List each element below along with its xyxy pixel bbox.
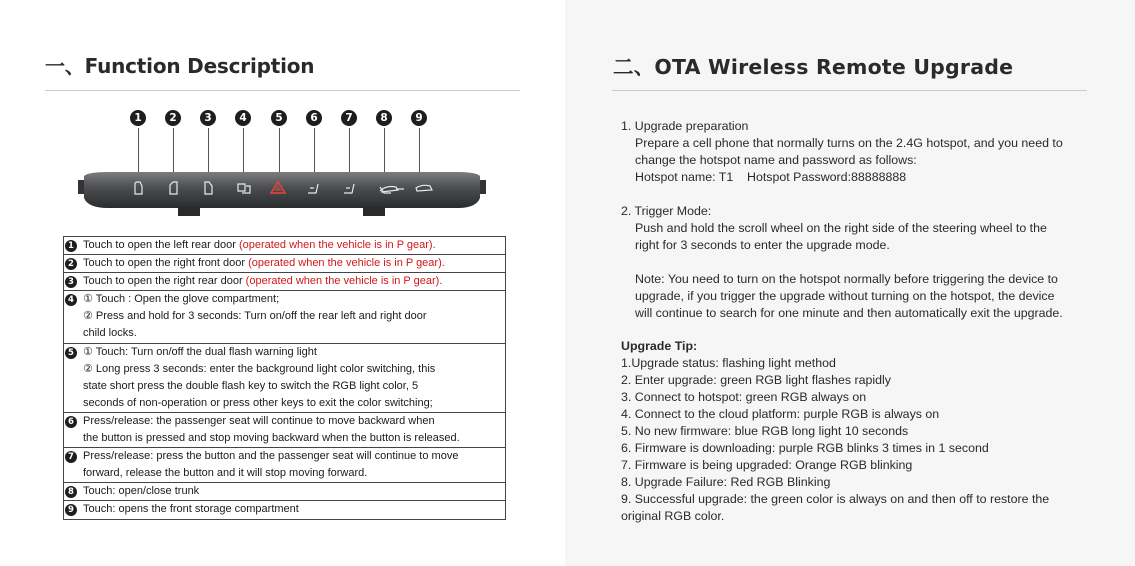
prep-line: Prepare a cell phone that normally turns on the 2.4G hotspot, and you need to	[635, 136, 1063, 150]
ota-upgrade-panel	[565, 0, 1135, 566]
note-line: will continue to search for one minute and then automatically exit the upgrade.	[635, 306, 1063, 320]
table-row	[64, 448, 506, 483]
p-gear-note: (operated when the vehicle is in P gear).	[245, 275, 443, 288]
row-number-badge: 3	[65, 276, 77, 288]
ota-heading: 二、OTA Wireless Remote Upgrade	[613, 55, 1014, 79]
row-text: Press/release: press the button and the passenger seat will continue to move	[83, 450, 459, 463]
row-text: Touch to open the right rear door	[83, 275, 246, 288]
p-gear-note: (operated when the vehicle is in P gear).	[238, 239, 436, 251]
marker-6: 6	[306, 110, 322, 126]
row-text: state short press the double flash key to switch the RGB light color, 5	[83, 379, 419, 392]
row-text: ① Touch: Turn on/off the dual flash warning light	[83, 345, 317, 358]
ota-instructions	[621, 118, 1091, 339]
device-body	[84, 172, 480, 208]
marker-8: 8	[376, 110, 392, 126]
row-text: seconds of non-operation or press other keys to exit the color switching;	[83, 396, 433, 409]
p-gear-note: (operated when the vehicle is in P gear).	[248, 257, 445, 270]
bottom-tab-right	[363, 207, 385, 216]
tip-item: 1.Upgrade status: flashing light method	[621, 356, 836, 370]
table-row	[64, 343, 506, 412]
prep-title: 1. Upgrade preparation	[621, 119, 749, 133]
row-text: Touch: open/close trunk	[83, 485, 200, 498]
heading-divider	[612, 90, 1087, 91]
marker-3: 3	[200, 110, 216, 126]
marker-5: 5	[271, 110, 287, 126]
tip-item: 3. Connect to hotspot: green RGB always on	[621, 390, 867, 404]
trigger-line: Push and hold the scroll wheel on the right side of the steering wheel to the	[635, 221, 1047, 235]
hotspot-credentials: Hotspot name: T1 Hotspot Password:88888888	[635, 170, 907, 184]
marker-2: 2	[165, 110, 181, 126]
row-number-badge: 6	[65, 416, 77, 428]
table-row	[64, 412, 506, 447]
row-text: forward, release the button and it will stop moving forward.	[83, 467, 368, 480]
row-number-badge: 5	[65, 347, 77, 359]
heading-divider	[45, 90, 520, 91]
row-text: Touch: opens the front storage compartment	[83, 503, 299, 516]
row-text: child locks.	[83, 327, 137, 340]
tip-item: 5. No new firmware: blue RGB long light 10 seconds	[621, 424, 909, 438]
table-row	[64, 501, 506, 519]
marker-4: 4	[235, 110, 251, 126]
table-row	[64, 273, 506, 291]
row-number-badge: 8	[65, 486, 77, 498]
trigger-line: right for 3 seconds to enter the upgrade mode.	[635, 238, 890, 252]
function-description-heading: 一、Function Description	[45, 54, 315, 78]
marker-9: 9	[411, 110, 427, 126]
row-number-badge: 2	[65, 258, 77, 270]
row-text: Touch to open the right front door	[83, 257, 249, 270]
row-text: ② Long press 3 seconds: enter the background light color switching, this	[83, 362, 436, 375]
row-text: Touch to open the left rear door	[83, 239, 239, 251]
tip-item: 8. Upgrade Failure: Red RGB Blinking	[621, 475, 831, 489]
marker-7: 7	[341, 110, 357, 126]
row-text: ② Press and hold for 3 seconds: Turn on/off the rear left and right door	[83, 310, 427, 323]
row-text: Press/release: the passenger seat will continue to move backward when	[83, 414, 435, 427]
prep-line: change the hotspot name and password as follows:	[635, 153, 917, 167]
bottom-tab-left	[178, 207, 200, 216]
upgrade-tips	[621, 338, 1091, 525]
table-row	[64, 237, 506, 255]
table-row	[64, 291, 506, 343]
row-text: the button is pressed and stop moving backward when the button is released.	[83, 432, 460, 445]
tip-item: 7. Firmware is being upgraded: Orange RGB blinking	[621, 458, 913, 472]
row-number-badge: 7	[65, 451, 77, 463]
row-number-badge: 4	[65, 294, 77, 306]
note-line: Note: You need to turn on the hotspot normally before triggering the device to	[635, 272, 1058, 286]
tip-item: 9. Successful upgrade: the green color is always on and then off to restore the	[621, 492, 1050, 506]
trigger-title: 2. Trigger Mode:	[621, 204, 712, 218]
tip-item: 6. Firmware is downloading: purple RGB blinks 3 times in 1 second	[621, 441, 989, 455]
button-panel-device	[78, 160, 488, 220]
note-line: upgrade, if you trigger the upgrade without turning on the hotspot, the device	[635, 289, 1055, 303]
tip-item: 4. Connect to the cloud platform: purple RGB is always on	[621, 407, 940, 421]
tips-title: Upgrade Tip:	[621, 339, 698, 353]
function-table	[63, 236, 506, 520]
row-text: ① Touch : Open the glove compartment;	[83, 293, 280, 306]
row-number-badge: 9	[65, 504, 77, 516]
tip-item: original RGB color.	[621, 509, 725, 523]
function-description-panel	[0, 0, 565, 566]
marker-1: 1	[130, 110, 146, 126]
tip-item: 2. Enter upgrade: green RGB light flashes rapidly	[621, 373, 891, 387]
table-row	[64, 483, 506, 501]
table-row	[64, 255, 506, 273]
row-number-badge: 1	[65, 240, 77, 252]
